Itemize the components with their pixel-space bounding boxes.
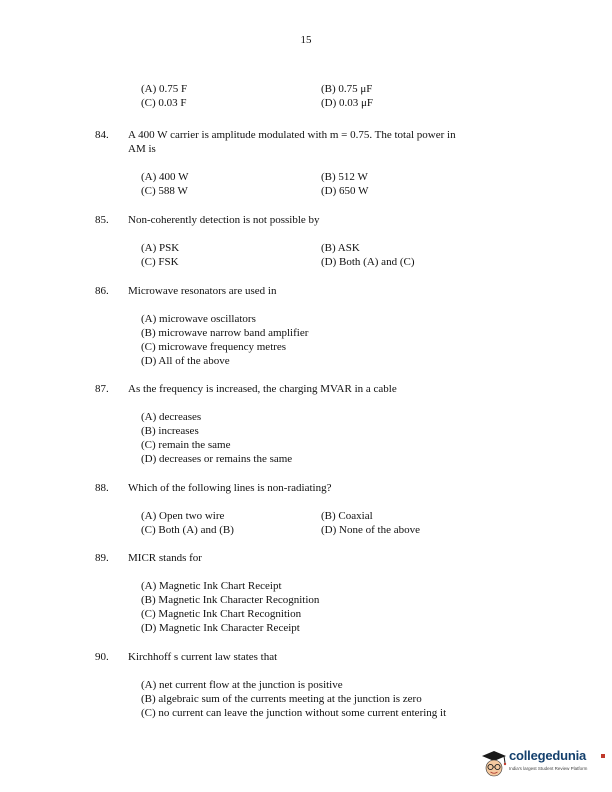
- q84-number: 84.: [95, 129, 109, 141]
- q85-number: 85.: [95, 214, 109, 226]
- q86-text: Microwave resonators are used in: [128, 285, 277, 297]
- q89-option-a: (A) Magnetic Ink Chart Receipt: [141, 580, 282, 592]
- q83-option-b: (B) 0.75 μF: [321, 83, 373, 95]
- q87-text: As the frequency is increased, the charging MVAR in a cable: [128, 383, 397, 395]
- q86-option-a: (A) microwave oscillators: [141, 313, 256, 325]
- q88-option-b: (B) Coaxial: [321, 510, 373, 522]
- q85-option-d: (D) Both (A) and (C): [321, 256, 415, 268]
- q90-option-b: (B) algebraic sum of the currents meeting at the junction is zero: [141, 693, 422, 705]
- q84-option-c: (C) 588 W: [141, 185, 188, 197]
- q84-text-line2: AM is: [128, 143, 156, 155]
- q88-text: Which of the following lines is non-radiating?: [128, 482, 332, 494]
- q86-option-b: (B) microwave narrow band amplifier: [141, 327, 309, 339]
- q88-option-a: (A) Open two wire: [141, 510, 225, 522]
- q86-option-c: (C) microwave frequency metres: [141, 341, 287, 353]
- q89-option-b: (B) Magnetic Ink Character Recognition: [141, 594, 320, 606]
- q87-number: 87.: [95, 383, 109, 395]
- q83-option-d: (D) 0.03 μF: [321, 97, 374, 109]
- q89-option-c: (C) Magnetic Ink Chart Recognition: [141, 608, 302, 620]
- q86-number: 86.: [95, 285, 109, 297]
- q85-option-b: (B) ASK: [321, 242, 360, 254]
- q87-option-d: (D) decreases or remains the same: [141, 453, 293, 465]
- q89-number: 89.: [95, 552, 109, 564]
- q86-option-d: (D) All of the above: [141, 355, 230, 367]
- q88-option-d: (D) None of the above: [321, 524, 420, 536]
- q90-option-a: (A) net current flow at the junction is positive: [141, 679, 343, 691]
- q87-option-a: (A) decreases: [141, 411, 202, 423]
- logo-tagline: India's largest Student Review Platform: [509, 766, 588, 771]
- q85-text: Non-coherently detection is not possible by: [128, 214, 320, 226]
- q88-number: 88.: [95, 482, 109, 494]
- q90-number: 90.: [95, 651, 109, 663]
- page-number: 15: [300, 34, 312, 46]
- q90-option-c: (C) no current can leave the junction without some current entering it: [141, 707, 447, 719]
- q90-text: Kirchhoff s current law states that: [128, 651, 278, 663]
- q83-option-a: (A) 0.75 F: [141, 83, 188, 95]
- q89-option-d: (D) Magnetic Ink Character Receipt: [141, 622, 300, 634]
- q84-option-a: (A) 400 W: [141, 171, 189, 183]
- q84-text-line1: A 400 W carrier is amplitude modulated with m = 0.75. The total power in: [128, 129, 456, 141]
- q83-option-c: (C) 0.03 F: [141, 97, 187, 109]
- q87-option-b: (B) increases: [141, 425, 199, 437]
- q84-option-b: (B) 512 W: [321, 171, 368, 183]
- q88-option-c: (C) Both (A) and (B): [141, 524, 234, 536]
- q84-option-d: (D) 650 W: [321, 185, 369, 197]
- q87-option-c: (C) remain the same: [141, 439, 231, 451]
- q89-text: MICR stands for: [128, 552, 202, 564]
- q85-option-c: (C) FSK: [141, 256, 179, 268]
- q85-option-a: (A) PSK: [141, 242, 180, 254]
- logo-wordmark: collegedunia: [509, 748, 587, 763]
